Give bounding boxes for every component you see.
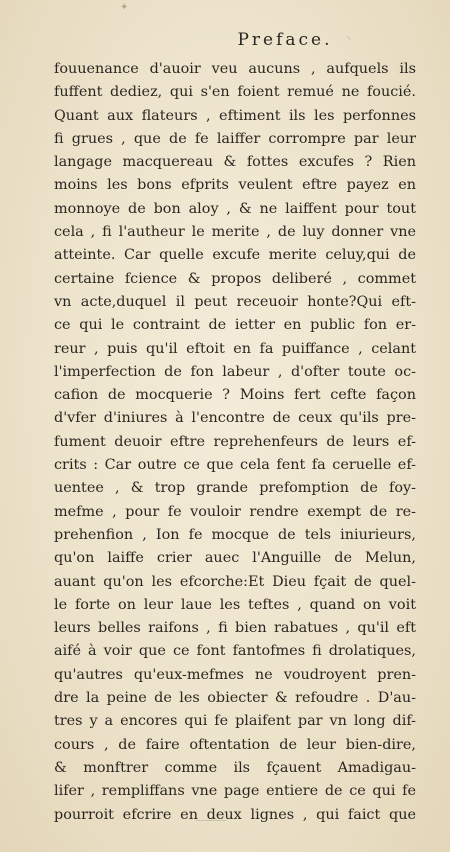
text-line: moins les bons efprits veulent eftre payez en xyxy=(54,177,416,194)
bottom-margin-mark xyxy=(196,806,226,821)
text-line: lifer , rempliffans vne page entiere de ce qui fe xyxy=(54,783,416,800)
text-line: cafion de mocquerie ? Moins fert cefte façon xyxy=(54,387,416,404)
running-head: Preface. xyxy=(237,30,333,50)
text-line: tres y a encores qui fe plaifent par vn long dif- xyxy=(54,713,416,730)
text-line: uentee , & trop grande prefomption de foy- xyxy=(54,480,416,497)
text-line: cours , de faire oftentation de leur bien-dire, xyxy=(54,736,416,753)
corner-margin-mark: ⸌ xyxy=(346,35,351,46)
text-line: langage macquereau & fottes excufes ? Rien xyxy=(54,154,416,171)
text-line: auant qu'on les efcorche:Et Dieu fçait de quel- xyxy=(54,573,416,590)
body-text xyxy=(54,58,416,827)
text-line: qu'autres qu'eux-mefmes ne voudroyent pren- xyxy=(54,666,416,683)
text-line: dre la peine de les obiecter & refoudre . D'au- xyxy=(54,690,416,707)
page-header xyxy=(0,30,450,50)
text-line: fuffent dediez, qui s'en foient remué ne foucié. xyxy=(54,84,416,101)
text-line: reur , puis qu'il eftoit en fa puiffance , celant xyxy=(54,340,416,357)
text-line: mefme , pour fe vouloir rendre exempt de re- xyxy=(54,503,416,520)
text-line: leurs belles raifons , fi bien rabatues , qu'il eft xyxy=(54,620,416,637)
text-line: le forte on leur laue les teftes , quand on voit xyxy=(54,596,416,613)
text-line: pourroit efcrire en deux lignes , qui faict que xyxy=(54,806,416,823)
text-line: vn acte,duquel il peut receuoir honte?Qui eft- xyxy=(54,293,416,310)
text-line: monnoye de bon aloy , & ne laiffent pour tout xyxy=(54,200,416,217)
text-line: certaine fcience & propos deliberé , commet xyxy=(54,270,416,287)
text-line: & monftrer comme ils fçauent Amadigau- xyxy=(54,759,416,776)
text-line: l'imperfection de fon labeur , d'ofter toute oc- xyxy=(54,363,416,380)
text-line: Quant aux flateurs , eftiment ils les perfonnes xyxy=(54,107,416,124)
text-line: atteinte. Car quelle excufe merite celuy,qui de xyxy=(54,247,416,264)
text-line: crits : Car outre ce que cela fent fa ceruelle ef- xyxy=(54,457,416,474)
text-line: fouuenance d'auoir veu aucuns , aufquels ils xyxy=(54,61,416,77)
text-line: prehenfion , Ion fe mocque de tels iniurieurs, xyxy=(54,526,416,543)
text-line: ce qui le contraint de ietter en public fon er- xyxy=(54,317,416,334)
text-line: cela , fi l'autheur le merite , de luy donner vne xyxy=(54,224,416,241)
text-line: fument deuoir eftre reprehenfeurs de leurs ef- xyxy=(54,433,416,450)
text-line: fi grues , que de fe laiffer corrompre par leur xyxy=(54,130,416,147)
top-margin-mark: ✦ xyxy=(120,2,129,13)
text-line: aifé à voir que ce font fantofmes fi drolatiques, xyxy=(54,643,416,660)
text-line: qu'on laiffe crier auec l'Anguille de Melun, xyxy=(54,550,416,567)
text-line: d'vfer d'iniures à l'encontre de ceux qu'ils pre- xyxy=(54,410,416,427)
